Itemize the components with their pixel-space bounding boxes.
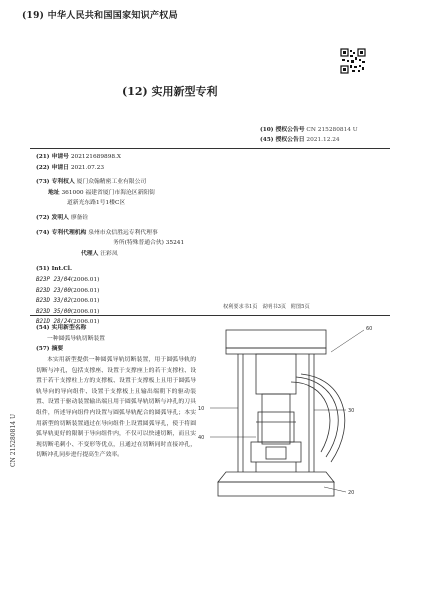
header-divider (30, 148, 390, 149)
app-no: 202121689898.X (70, 154, 122, 160)
bibliographic-data (36, 152, 236, 328)
ipc-date: (2006.01) (70, 319, 100, 326)
biblio-divider (30, 315, 390, 316)
utility-model-name-block (36, 323, 196, 355)
abstract-text: 本实用新型提供一种圆弧导轨切断装置，用于圆弧导轨的切断与冲孔，包括支撑座、设置于支撑座上的若干支撑柱、设置于若干支撑柱上方的支撑板、设置于支撑板上且用于圆弧导轨导向的导向组件、设置于支撑板上且输出端朝下的驱动装置、设置于驱动装置输出端且用于圆弧导轨切断与冲孔的刀具组件，所述导向组件内设置与圆弧导轨配合的圆弧导孔；本实用新型的切断装置通过在导向组件上设置圆弧导孔，使于将圆弧导轨更好的限制于导向组件内，不仅可以快速切断，而且实现切断毛刺小、不变形等优点，且通过在切断同时直接冲孔，切断冲孔同步进行提高生产效率。 (36, 357, 196, 459)
label-60: 60 (366, 326, 373, 332)
label-10: 10 (198, 406, 205, 412)
ipc-date: (2006.01) (70, 287, 100, 294)
ipc-code: B23D 33/02 (36, 298, 71, 305)
ipc-code: B23D 23/00 (36, 287, 71, 294)
ipc-date: (2006.01) (70, 298, 100, 305)
device-drawing (196, 322, 406, 512)
ipc-code: B23P 23/04 (36, 276, 71, 283)
address-line-1: 361000 福建省厦门市海沧区新阳街 (61, 189, 155, 196)
agency-label: (74) 专利代理机构 (36, 229, 87, 236)
ipc-list (36, 275, 236, 328)
grant-no: CN 215280814 U (306, 127, 358, 133)
top-plate (226, 330, 326, 348)
ipc-date: (2006.01) (70, 276, 100, 283)
agent: 汪彩凤 (100, 250, 118, 257)
utility-name-label: (54) 实用新型名称 (36, 325, 87, 331)
office-header: (19) 中华人民共和国国家知识产权局 (22, 11, 178, 21)
ipc-label: (51) Int.Cl. (36, 266, 73, 273)
label-30: 30 (348, 408, 355, 414)
app-date: 2021.07.23 (70, 164, 105, 171)
agency-line-1: 泉州市众信胜远专利代理事 (88, 229, 158, 236)
abstract-label: (57) 摘要 (36, 346, 64, 352)
grant-date-label: (45) 授权公告日 (260, 137, 305, 143)
ipc-entry (36, 286, 236, 297)
document-type-title: (12) 实用新型专利 (122, 85, 218, 98)
ipc-date: (2006.01) (70, 308, 100, 315)
qr-code (340, 48, 366, 74)
ipc-code: B23D 35/00 (36, 308, 71, 315)
patentee: 厦门众翰精密工业有限公司 (76, 179, 147, 186)
label-20: 20 (348, 490, 355, 496)
inventor: 廖备铨 (70, 214, 89, 221)
grant-date: 2021.12.24 (306, 137, 340, 143)
side-publication-number: CN 215280814 U (10, 413, 17, 467)
ipc-entry (36, 275, 236, 286)
inventor-label: (72) 发明人 (36, 214, 69, 221)
label-40: 40 (198, 435, 205, 441)
grant-no-label: (10) 授权公告号 (260, 127, 305, 133)
publication-info (260, 125, 358, 145)
agent-label: 代理人 (81, 250, 99, 257)
patentee-label: (73) 专利权人 (36, 179, 75, 186)
address-label: 地址 (48, 189, 60, 196)
address-line-2: 道新光东路1号1楼C区 (67, 200, 126, 207)
ipc-entry (36, 296, 236, 307)
app-no-label: (21) 申请号 (36, 154, 69, 160)
agency-line-2: 务所(特殊普通合伙) 35241 (113, 240, 185, 247)
ipc-code: B21D 28/24 (36, 319, 71, 326)
app-date-label: (22) 申请日 (36, 164, 69, 171)
utility-name: 一种圆弧导轨切断装置 (47, 335, 105, 342)
page-count-summary: 权利要求书1页 说明书3页 附图5页 (223, 304, 310, 310)
